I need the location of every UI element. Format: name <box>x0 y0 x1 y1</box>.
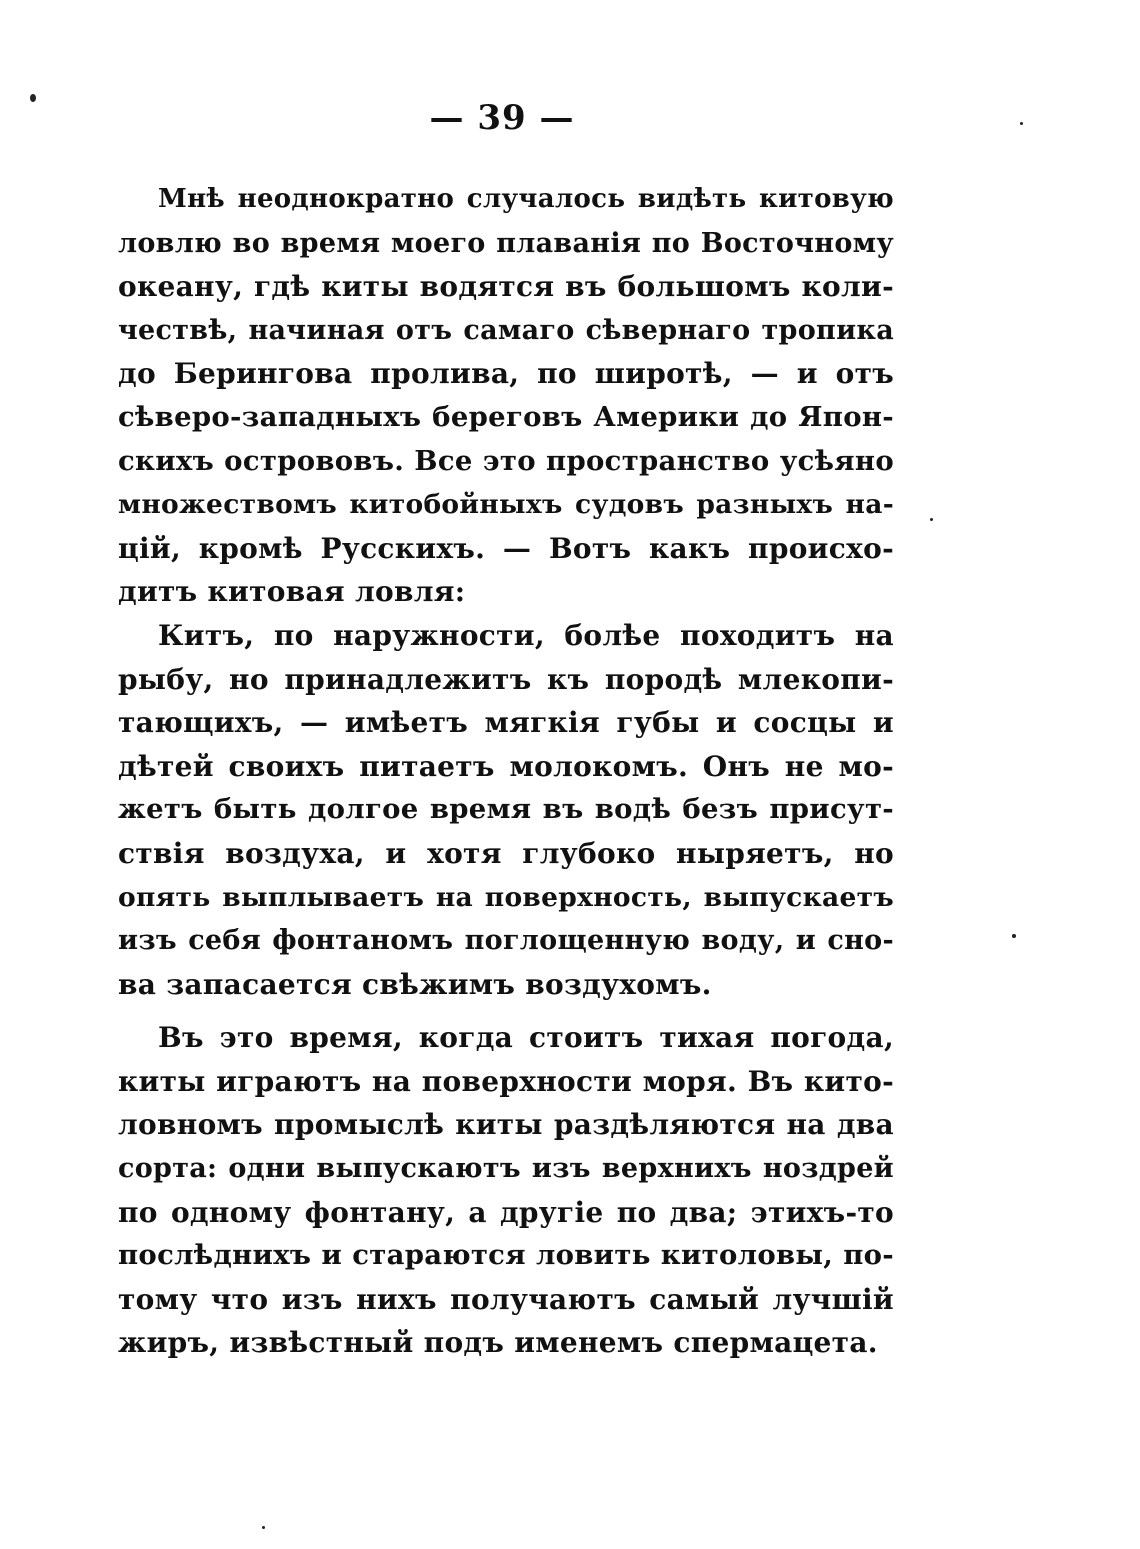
text-line: Мнѣ неоднократно случалось видѣть китовую <box>158 184 894 214</box>
body-text <box>118 178 894 1365</box>
text-line: скихъ острововъ. Все это пространство усѣяно <box>118 444 894 477</box>
text-line: сѣверо-западныхъ береговъ Америки до Япон- <box>118 400 894 433</box>
scan-speck <box>930 518 933 521</box>
text-line: по одному фонтану, а другіе по два; этихъ-то <box>118 1195 894 1229</box>
paragraph-gap <box>118 1006 894 1016</box>
text-line: жетъ быть долгое время въ водѣ безъ присут- <box>118 793 894 826</box>
text-line: послѣднихъ и стараются ловить китоловы, по- <box>118 1239 894 1272</box>
text-line: опять выплываетъ на поверхность, выпускаетъ <box>118 881 894 913</box>
text-line: Китъ, по наружности, болѣе походитъ на <box>158 618 894 652</box>
scan-speck <box>262 1526 265 1529</box>
text-line: тающихъ, — имѣетъ мягкія губы и сосцы и <box>118 706 894 740</box>
text-line: рыбу, но принадлежитъ къ породѣ млекопи- <box>118 662 894 696</box>
text-line: ва запасается свѣжимъ воздухомъ. <box>118 967 712 1001</box>
text-line: дѣтей своихъ питаетъ молокомъ. Онъ не мо- <box>118 749 894 783</box>
scan-speck <box>1012 934 1016 938</box>
text-line: океану, гдѣ киты водятся въ большомъ коли- <box>118 270 894 304</box>
text-line: множествомъ китобойныхъ судовъ разныхъ на- <box>118 489 894 521</box>
text-line: ствія воздуха, и хотя глубоко ныряетъ, но <box>118 836 894 870</box>
paragraph-1 <box>118 178 894 614</box>
text-line: Въ это время, когда стоитъ тихая погода, <box>158 1021 894 1055</box>
text-line: ловномъ промыслѣ киты раздѣляются на два <box>118 1108 894 1142</box>
scan-speck <box>30 94 36 102</box>
text-line: ловлю во время моего плаванія по Восточному <box>118 227 894 259</box>
page-number: — 39 — <box>429 98 575 138</box>
paragraph-2 <box>118 614 894 1006</box>
text-line: тому что изъ нихъ получаютъ самый лучшій <box>118 1282 894 1316</box>
text-line: цій, кромѣ Русскихъ. — Вотъ какъ происхо- <box>118 531 894 565</box>
text-line: жиръ, извѣстный подъ именемъ спермацета. <box>118 1326 878 1360</box>
text-line: сорта: одни выпускаютъ изъ верхнихъ ноздрей <box>118 1153 894 1185</box>
text-line: чествѣ, начиная отъ самаго сѣвернаго тропика <box>118 314 894 346</box>
text-line: изъ себя фонтаномъ поглощенную воду, и сно- <box>118 925 894 957</box>
text-line: дитъ китовая ловля: <box>118 575 466 609</box>
text-line: киты играютъ на поверхности моря. Въ кито- <box>118 1064 894 1098</box>
text-line: до Берингова пролива, по широтѣ, — и отъ <box>118 357 894 391</box>
scan-speck <box>1020 122 1023 125</box>
paragraph-3 <box>118 1016 894 1365</box>
